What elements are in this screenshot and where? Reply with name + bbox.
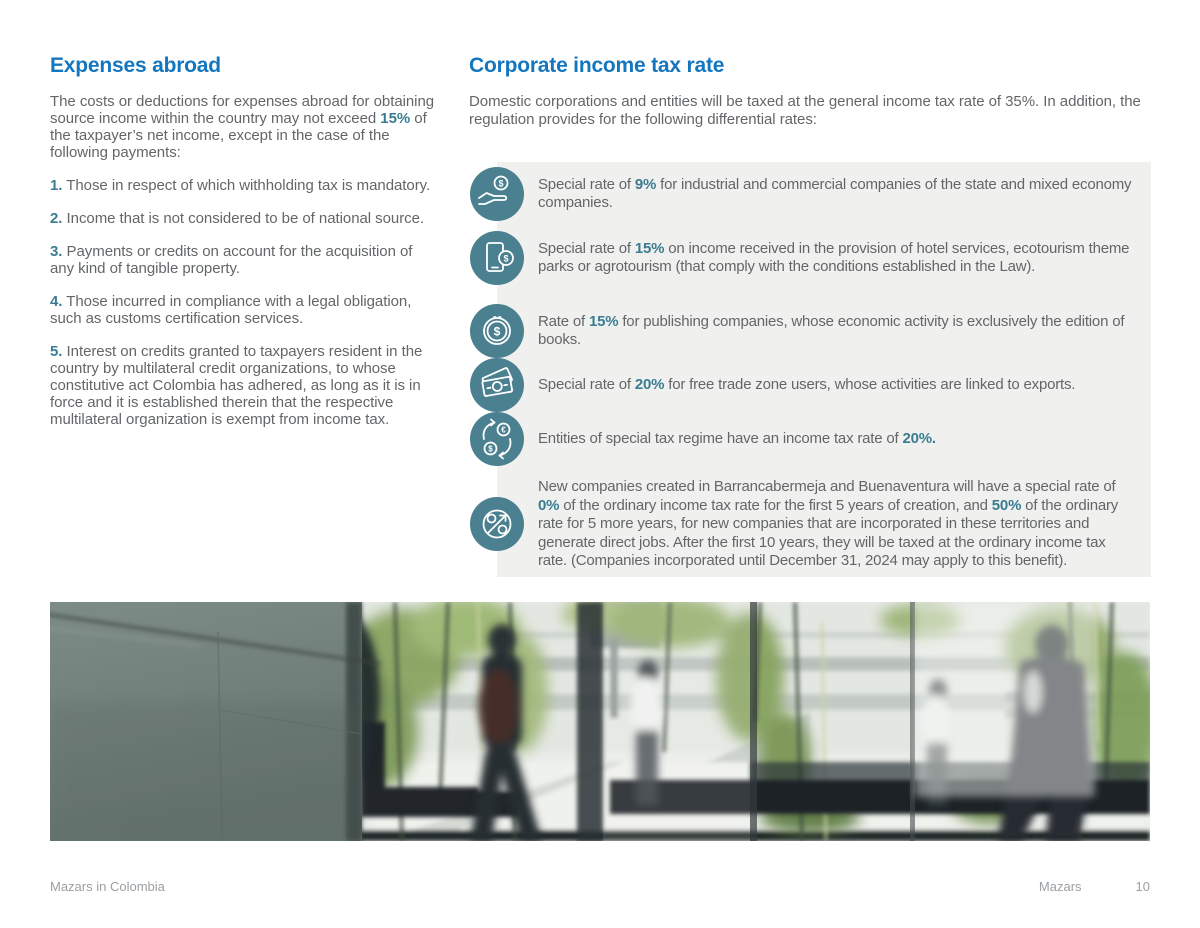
page-number: 10 (1135, 879, 1150, 894)
list-item-text: Income that is not considered to be of national source. (66, 210, 425, 227)
left-column (50, 54, 435, 444)
percent-growth-icon (470, 497, 524, 551)
list-item (50, 210, 435, 227)
rate-row (493, 304, 1151, 358)
rate-text: Special rate of 20% for free trade zone users, whose activities are linked to exports. (538, 375, 1076, 393)
differential-rates-box (488, 162, 1151, 577)
list-item-text: Payments or credits on account for the acquisition of any kind of tangible property. (50, 243, 413, 277)
list-item (50, 177, 435, 194)
svg-text:€: € (501, 425, 506, 435)
page-footer (50, 879, 1150, 894)
rate-text: Entities of special tax regime have an income tax rate of 20%. (538, 429, 936, 447)
dollar-coin-icon (470, 304, 524, 358)
rate-row (497, 231, 1151, 285)
lobby-photo-illustration (50, 602, 1150, 841)
left-heading: Expenses abroad (50, 54, 221, 77)
list-item-text: Those in respect of which withholding tax is mandatory. (66, 177, 431, 194)
footer-brand: Mazars (1038, 879, 1082, 894)
list-item (50, 243, 435, 277)
rate-text: Special rate of 15% on income received in the provision of hotel services, ecotourism theme parks or agrotourism (that comply with the conditions established in the Law). (538, 239, 1130, 275)
svg-text:$: $ (498, 178, 504, 189)
footer-left-text: Mazars in Colombia (50, 879, 165, 894)
footer-right (1039, 879, 1150, 894)
rate-row (497, 478, 1151, 571)
list-item-number: 3. (50, 243, 63, 260)
list-item-number: 4. (50, 293, 63, 310)
list-item-number: 5. (50, 343, 63, 360)
rate-row (488, 412, 1151, 466)
list-item-number: 2. (50, 210, 63, 227)
svg-text:$: $ (493, 324, 501, 339)
svg-text:$: $ (488, 444, 493, 454)
rate-text: Special rate of 9% for industrial and commercial companies of the state and mixed economy companies. (538, 175, 1132, 211)
right-column (469, 54, 1151, 577)
phone-payment-icon (470, 231, 524, 285)
list-item-text: Interest on credits granted to taxpayers resident in the country by multilateral credit organizations, to whose constitutive act Colombia has adhered, as long as it is in force and it is established therein that the respective multilateral organization is exempt from income tax. (50, 343, 423, 428)
list-item (50, 343, 435, 428)
left-intro: The costs or deductions for expenses abroad for obtaining source income within the country may not exceed 15% of the taxpayer’s net income, except in the case of the following payments: (50, 93, 435, 161)
right-intro: Domestic corporations and entities will be taxed at the general income tax rate of 35%. In addition, the regulation provides for the following differential rates: (469, 93, 1141, 128)
right-heading: Corporate income tax rate (469, 54, 725, 77)
svg-text:$: $ (503, 253, 509, 264)
banknotes-icon (470, 358, 524, 412)
list-item-text: Those incurred in compliance with a legal obligation, such as customs certification services. (50, 293, 412, 327)
rate-row (497, 167, 1151, 221)
hand-coin-icon (470, 167, 524, 221)
rate-text: New companies created in Barrancabermeja and Buenaventura will have a special rate of 0% of the ordinary income tax rate for the first 5 years of creation, and 50% of the ordinary rate for 5 more years, for new companies that are incorporated in these territories and generate direct jobs. After the first 10 years, they will be taxed at the ordinary income tax rate. (Companies incorporated until December 31, 2024 may apply to this benefit). (538, 478, 1119, 569)
currency-exchange-icon (470, 412, 524, 466)
list-item (50, 293, 435, 327)
list-item-number: 1. (50, 177, 63, 194)
rate-row (497, 358, 1151, 412)
lobby-photo (50, 602, 1150, 841)
rate-text: Rate of 15% for publishing companies, whose economic activity is exclusively the edition of books. (538, 312, 1125, 348)
